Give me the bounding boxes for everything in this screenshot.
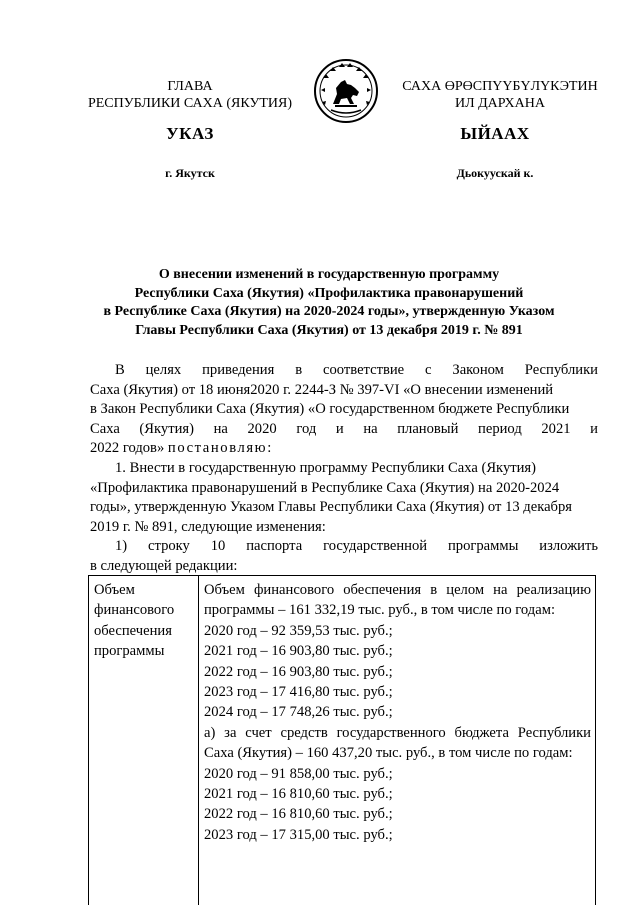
city-ru: г. Якутск (165, 166, 215, 180)
resolution-word: постановляю: (167, 440, 273, 457)
paragraph-1-line: Саха (Якутия) от 18 июня2020 г. 2244-З № 397-VI «О внесении изменений (90, 381, 554, 398)
doc-type-sah: ЫЙААХ (460, 124, 530, 143)
value-line: 2023 год – 17 315,00 тыс. руб.; (204, 826, 393, 843)
table-label-cell (89, 576, 199, 905)
label-line: обеспечения (94, 622, 172, 639)
paragraph-1-tail: 2022 годов» (90, 440, 165, 457)
header-right-line1: САХА ӨРӨСПҮҮБҮЛҮКЭТИН (402, 79, 598, 94)
document-title (82, 266, 576, 340)
city-sah: Дьокуускай к. (456, 166, 534, 180)
label-line: Объем (94, 582, 135, 598)
value-line: Объем финансового обеспечения в целом на реализацию (204, 582, 591, 598)
value-line: Саха (Якутия) – 160 437,20 тыс. руб., в том числе по годам: (204, 745, 573, 762)
paragraph-1-line (90, 439, 598, 459)
doc-type-ru: УКАЗ (166, 124, 214, 143)
value-line: 2021 год – 16 903,80 тыс. руб.; (204, 643, 393, 660)
value-line: 2021 год – 16 810,60 тыс. руб.; (204, 786, 393, 803)
paragraph-3-line: в следующей редакции: (90, 557, 238, 574)
value-line: программы – 161 332,19 тыс. руб., в том числе по годам: (204, 602, 555, 619)
label-line: программы (94, 643, 165, 660)
header-right-line2: ИЛ ДАРХАНА (454, 96, 545, 111)
passport-table (88, 575, 596, 905)
label-line: финансового (94, 602, 175, 619)
value-line: 2023 год – 17 416,80 тыс. руб.; (204, 684, 393, 701)
paragraph-2-line: 2019 г. № 891, следующие изменения: (90, 518, 326, 535)
value-line: 2022 год – 16 810,60 тыс. руб.; (204, 806, 393, 823)
title-line: О внесении изменений в государственную программу (158, 267, 500, 282)
value-line: 2024 год – 17 748,26 тыс. руб.; (204, 704, 393, 721)
header-right (385, 78, 615, 112)
paragraph-1-line: Саха (Якутия) на 2020 год и на плановый период 2021 и (90, 420, 598, 437)
title-line: Республики Саха (Якутия) «Профилактика правонарушений (134, 285, 524, 301)
paragraph-2-line: «Профилактика правонарушений в Республике Саха (Якутия) на 2020-2024 (90, 479, 560, 496)
table-value-cell (199, 576, 595, 845)
title-line: Главы Республики Саха (Якутия) от 13 декабря 2019 г. № 891 (135, 322, 523, 338)
value-line: а) за счет средств государственного бюджета Республики (204, 724, 591, 741)
header-left (70, 78, 310, 112)
value-line: 2020 год – 91 858,00 тыс. руб.; (204, 765, 393, 782)
document-body (90, 361, 598, 577)
header-left-line2: РЕСПУБЛИКИ САХА (ЯКУТИЯ) (87, 96, 293, 111)
paragraph-2-line: годы», утвержденную Указом Главы Республики Саха (Якутия) от 13 декабря (90, 499, 572, 516)
paragraph-3-line: 1) строку 10 паспорта государственной программы изложить (115, 538, 598, 555)
paragraph-1-line: В целях приведения в соответствие с Законом Республики (115, 362, 598, 378)
value-line: 2020 год – 92 359,53 тыс. руб.; (204, 622, 393, 639)
value-line: 2022 год – 16 903,80 тыс. руб.; (204, 663, 393, 680)
header-left-line1: ГЛАВА (167, 79, 213, 94)
paragraph-2-line: 1. Внести в государственную программу Республики Саха (Якутия) (115, 459, 536, 476)
title-line: в Республике Саха (Якутия) на 2020-2024 годы», утвержденную Указом (103, 304, 555, 319)
paragraph-1-line: в Закон Республики Саха (Якутия) «О государственном бюджете Республики (90, 401, 570, 418)
coat-of-arms-icon (313, 58, 379, 124)
